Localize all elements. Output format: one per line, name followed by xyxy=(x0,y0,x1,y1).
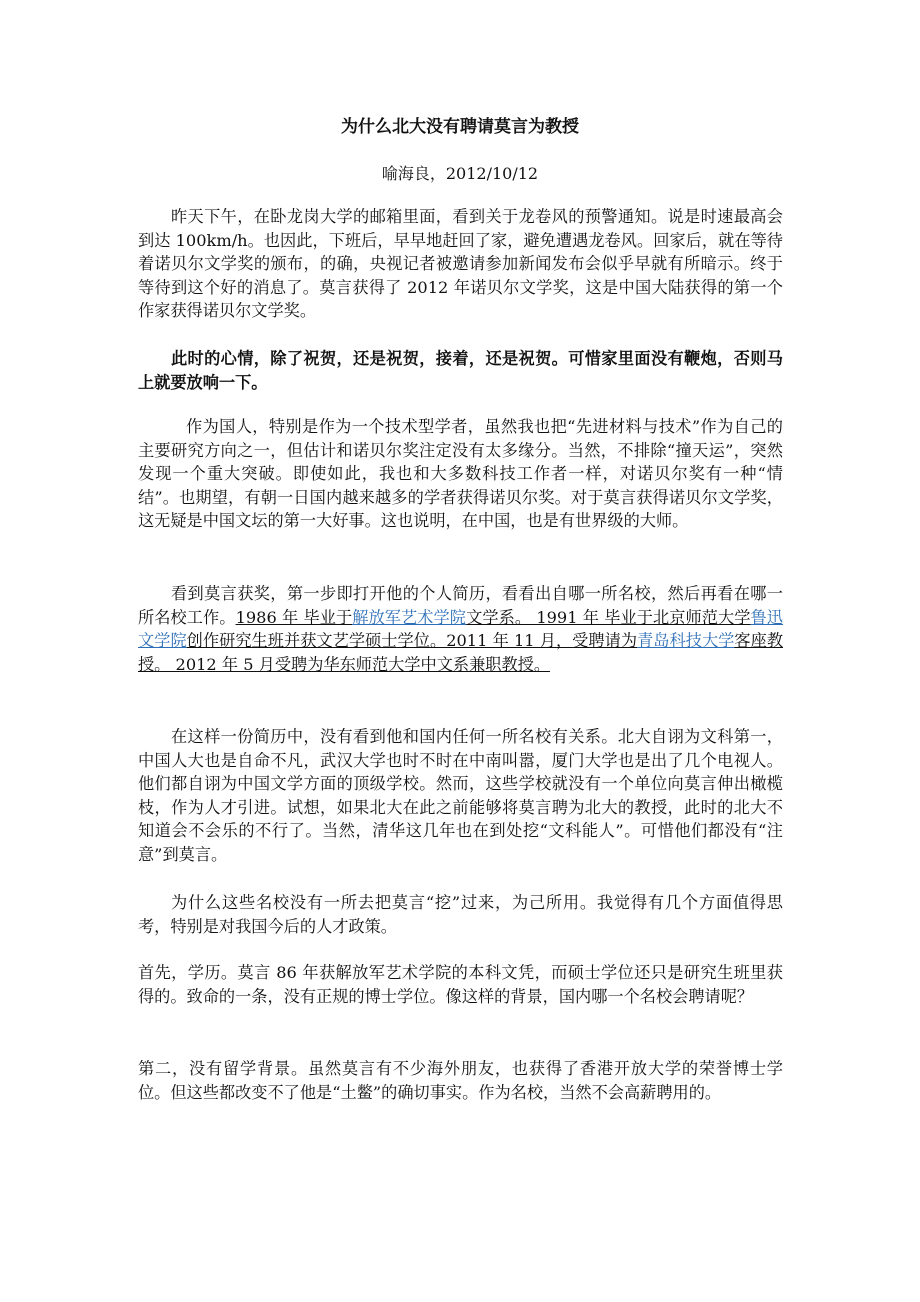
document-title: 为什么北大没有聘请莫言为教授 xyxy=(341,117,579,137)
resume-underlined-text-1: 1986 年 毕业于 xyxy=(235,607,353,627)
paragraph-8: 第二，没有留学背景。虽然莫言有不少海外朋友，也获得了香港开放大学的荣誉博士学位。但这些都改变不了他是“土鳖”的确切事实。作为名校，当然不会高薪聘用的。 xyxy=(138,1059,783,1102)
paragraph-2-bold: 此时的心情，除了祝贺，还是祝贺，接着，还是祝贺。可惜家里面没有鞭炮，否则马上就要放响一下。 xyxy=(138,349,783,392)
resume-underlined-text-4: 客座教授。 2012 年 5 月受聘为华东师范大学中文系兼职教授。 xyxy=(138,631,784,674)
author-date-line: 喻海良，2012/10/12 xyxy=(381,164,539,183)
paragraph-5: 在这样一份简历中，没有看到他和国内任何一所名校有关系。北大自诩为文科第一，中国人大也是自命不凡，武汉大学也时不时在中南叫嚣，厦门大学也是出了几个电视人。他们都自诩为中国文学方面的顶级学校。然而，这些学校就没有一个单位向莫言伸出橄榄枝，作为人才引进。试想，如果北大在此之前能够将莫言聘为北大的教授，此时的北大不知道会不会乐的不行了。当然，清华这几年也在到处挖“文科能人”。可惜他们都没有“注意”到莫言。 xyxy=(138,727,783,864)
paragraph-4-resume xyxy=(138,582,783,676)
link-qingdao-university-of-science-and-technology[interactable]: 青岛科技大学 xyxy=(637,631,735,650)
resume-lead-text: 看到莫言获奖，第一步即打开他的个人简历，看看出自哪一所名校，然后再看在哪一所名校工作。 xyxy=(138,584,783,627)
resume-underlined-text-3: 创作研究生班并获文艺学硕士学位。2011 年 11 月，受聘请为 xyxy=(186,631,638,650)
link-lu-xun-literary-institute[interactable]: 鲁迅文学院 xyxy=(138,607,783,650)
resume-underlined-text-2: 文学系。 1991 年 毕业于北京师范大学 xyxy=(466,607,751,627)
paragraph-3: 作为国人，特别是作为一个技术型学者，虽然我也把“先进材料与技术”作为自己的主要研究方向之一，但估计和诺贝尔奖注定没有太多缘分。当然，不排除“撞天运”，突然发现一个重大突破。即使如此，我也和大多数科技工作者一样，对诺贝尔奖有一种“情结”。也期望，有朝一日国内越来越多的学者获得诺贝尔奖。对于莫言获得诺贝尔文学奖，这无疑是中国文坛的第一大好事。这也说明，在中国，也是有世界级的大师。 xyxy=(138,417,783,530)
link-pla-art-academy[interactable]: 解放军艺术学院 xyxy=(352,607,467,627)
paragraph-6: 为什么这些名校没有一所去把莫言“挖”过来，为己所用。我觉得有几个方面值得思考，特别是对我国今后的人才政策。 xyxy=(138,893,783,936)
paragraph-7: 首先，学历。莫言 86 年获解放军艺术学院的本科文凭，而硕士学位还只是研究生班里获得的。致命的一条，没有正规的博士学位。像这样的背景，国内哪一个名校会聘请呢？ xyxy=(138,963,783,1006)
paragraph-1: 昨天下午，在卧龙岗大学的邮箱里面，看到关于龙卷风的预警通知。说是时速最高会到达 100km/h。也因此，下班后，早早地赶回了家，避免遭遇龙卷风。回家后，就在等待着诺贝尔文学奖的颁布，的确，央视记者被邀请参加新闻发布会似乎早就有所暗示。终于等待到这个好的消息了。莫言获得了 2012 年诺贝尔文学奖，这是中国大陆获得的第一个作家获得诺贝尔文学奖。 xyxy=(138,207,783,320)
